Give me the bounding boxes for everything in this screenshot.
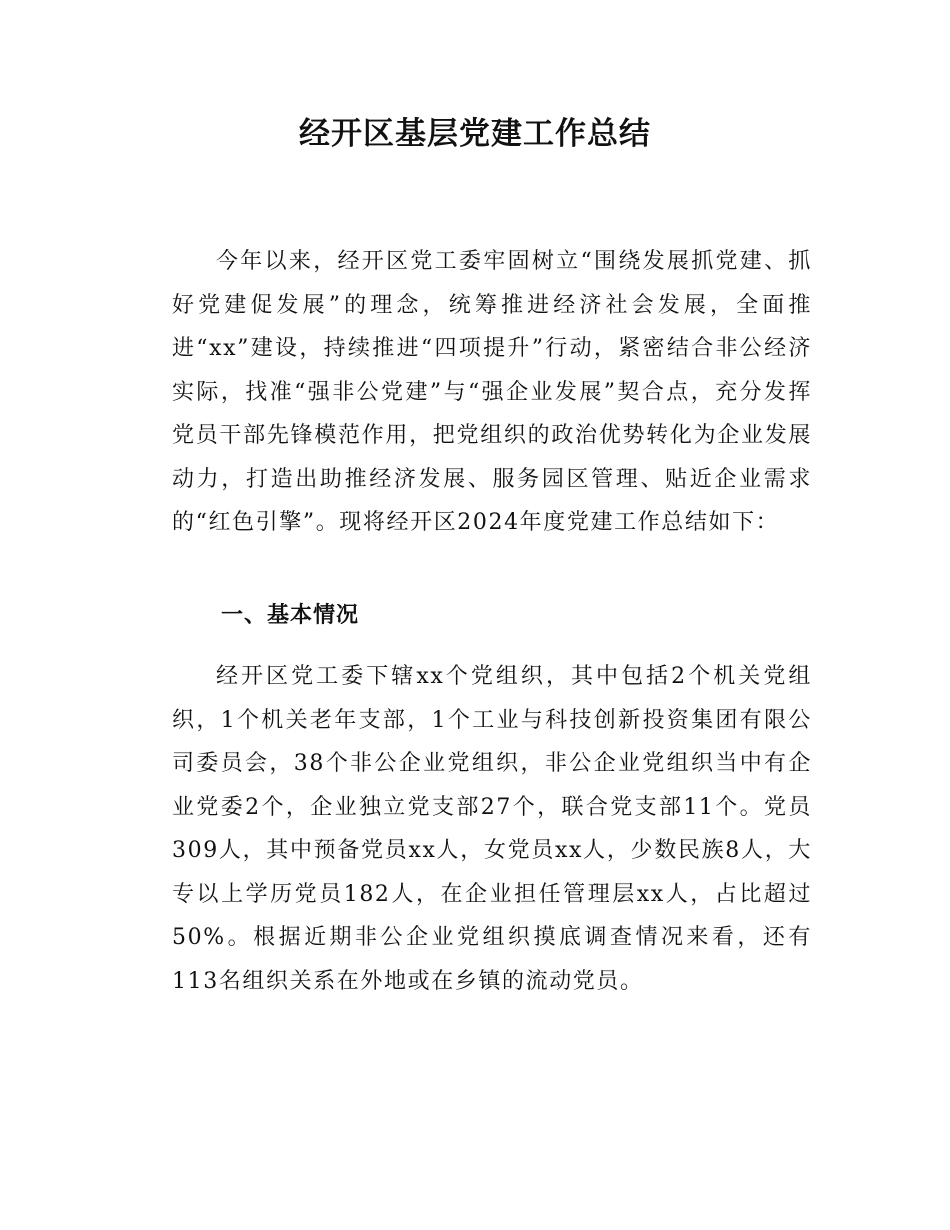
intro-paragraph: 今年以来，经开区党工委牢固树立“围绕发展抓党建、抓好党建促发展”的理念，统筹推进经济社会发展，全面推进“xx”建设，持续推进“四项提升”行动，紧密结合非公经济实际，找准“强非公党建”与“强企业发展”契合点，充分发挥党员干部先锋模范作用，把党组织的政治优势转化为企业发展动力，打造出助推经济发展、服务园区管理、贴近企业需求的“红色引擎”。现将经开区2024年度党建工作总结如下： (172, 249, 812, 535)
section-paragraph-basic-situation: 经开区党工委下辖xx个党组织，其中包括2个机关党组织，1个机关老年支部，1个工业与科技创新投资集团有限公司委员会，38个非公企业党组织，非公企业党组织当中有企业党委2个，企业独立党支部27个，联合党支部11个。党员309人，其中预备党员xx人，女党员xx人，少数民族8人，大专以上学历党员182人，在企业担任管理层xx人，占比超过50%。根据近期非公企业党组织摸底调查情况来看，还有113名组织关系在外地或在乡镇的流动党员。 (172, 664, 812, 994)
section-heading-basic-situation: 一、基本情况 (221, 603, 360, 628)
document-title: 经开区基层党建工作总结 (299, 116, 651, 152)
